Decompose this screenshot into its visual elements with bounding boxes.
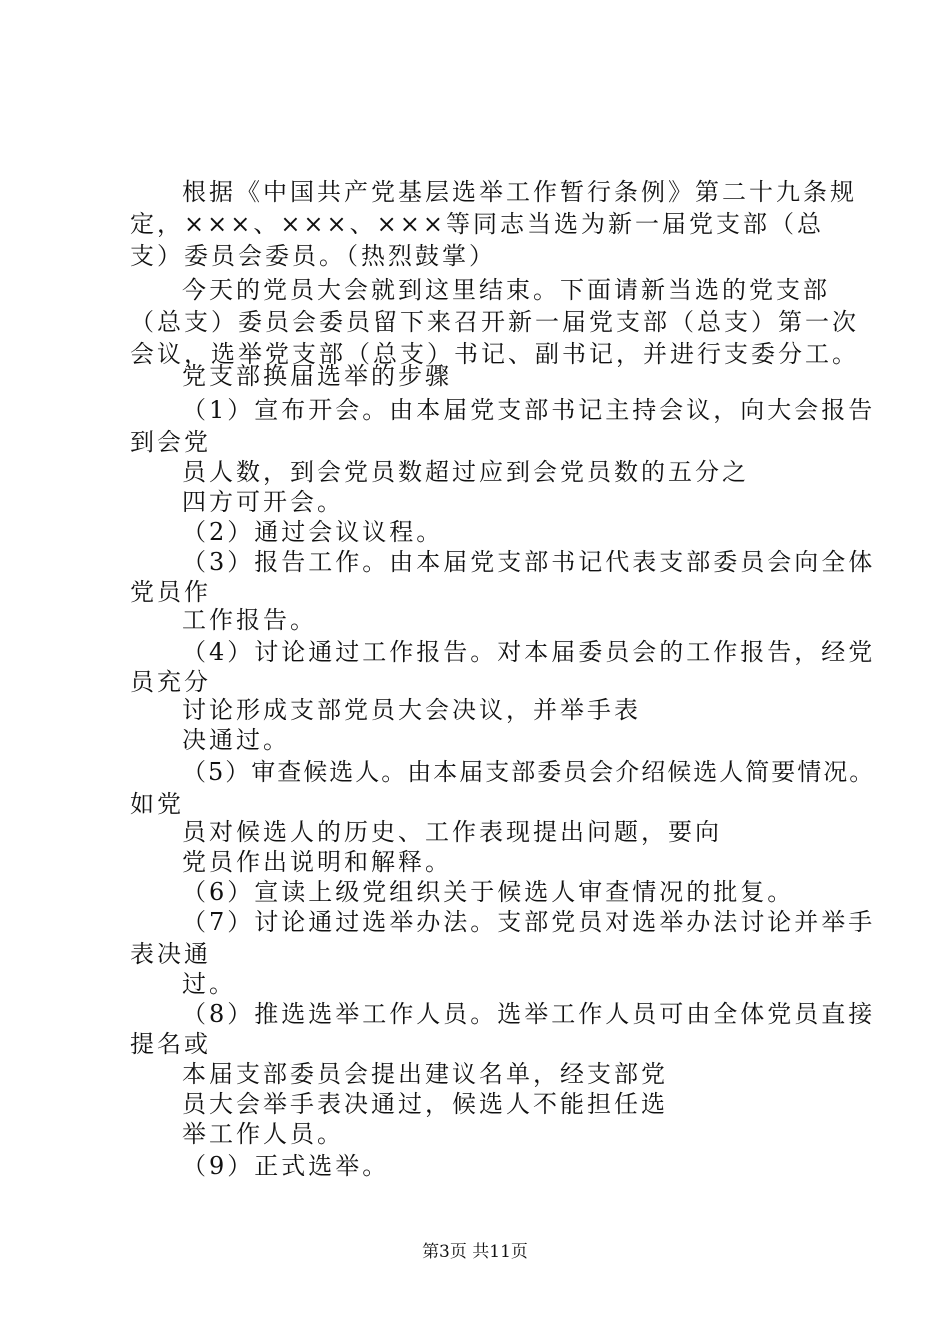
text-line: 过。 xyxy=(182,970,236,998)
text-line: 举工作人员。 xyxy=(182,1120,344,1148)
page-number-footer: 第3页 共11页 xyxy=(422,1242,528,1262)
text-line: 党员作出说明和解释。 xyxy=(182,848,452,876)
text-line: 定，×××、×××、×××等同志当选为新一届党支部（总 xyxy=(130,210,824,238)
text-line: 讨论形成支部党员大会决议，并举手表 xyxy=(182,696,641,724)
text-line: （7）讨论通过选举办法。支部党员对选举办法讨论并举手 xyxy=(182,908,876,936)
text-line: 到会党 xyxy=(130,428,211,456)
text-line: （6）宣读上级党组织关于候选人审查情况的批复。 xyxy=(182,878,795,906)
text-line: 会议，选举党支部（总支）书记、副书记，并进行支委分工。 xyxy=(130,340,859,368)
text-line: 如党 xyxy=(130,790,184,818)
text-line: 提名或 xyxy=(130,1030,211,1058)
text-line: 工作报告。 xyxy=(182,606,317,634)
text-line: 支）委员会委员。（热烈鼓掌） xyxy=(130,242,496,270)
text-line: 党员作 xyxy=(130,578,211,606)
text-line: （3）报告工作。由本届党支部书记代表支部委员会向全体 xyxy=(182,548,876,576)
text-line: （5）审查候选人。由本届支部委员会介绍候选人简要情况。 xyxy=(182,758,876,786)
text-line: 今天的党员大会就到这里结束。下面请新当选的党支部 xyxy=(182,276,830,304)
text-line: （9）正式选举。 xyxy=(182,1152,390,1180)
text-line: 根据《中国共产党基层选举工作暂行条例》第二十九条规 xyxy=(182,178,857,206)
text-line: （1）宣布开会。由本届党支部书记主持会议，向大会报告 xyxy=(182,396,876,424)
text-line: 决通过。 xyxy=(182,726,290,754)
text-line: 员充分 xyxy=(130,668,211,696)
text-line: （8）推选选举工作人员。选举工作人员可由全体党员直接 xyxy=(182,1000,876,1028)
text-line: 员大会举手表决通过，候选人不能担任选 xyxy=(182,1090,668,1118)
text-line: 员人数，到会党员数超过应到会党员数的五分之 xyxy=(182,458,749,486)
text-line: 员对候选人的历史、工作表现提出问题，要向 xyxy=(182,818,722,846)
text-line: （总支）委员会委员留下来召开新一届党支部（总支）第一次 xyxy=(130,308,859,336)
text-line: 四方可开会。 xyxy=(182,488,344,516)
section-heading: 党支部换届选举的步骤 xyxy=(182,362,452,390)
text-line: 表决通 xyxy=(130,940,211,968)
text-line: （4）讨论通过工作报告。对本届委员会的工作报告，经党 xyxy=(182,638,876,666)
text-line: 本届支部委员会提出建议名单，经支部党 xyxy=(182,1060,668,1088)
text-line: （2）通过会议议程。 xyxy=(182,518,444,546)
